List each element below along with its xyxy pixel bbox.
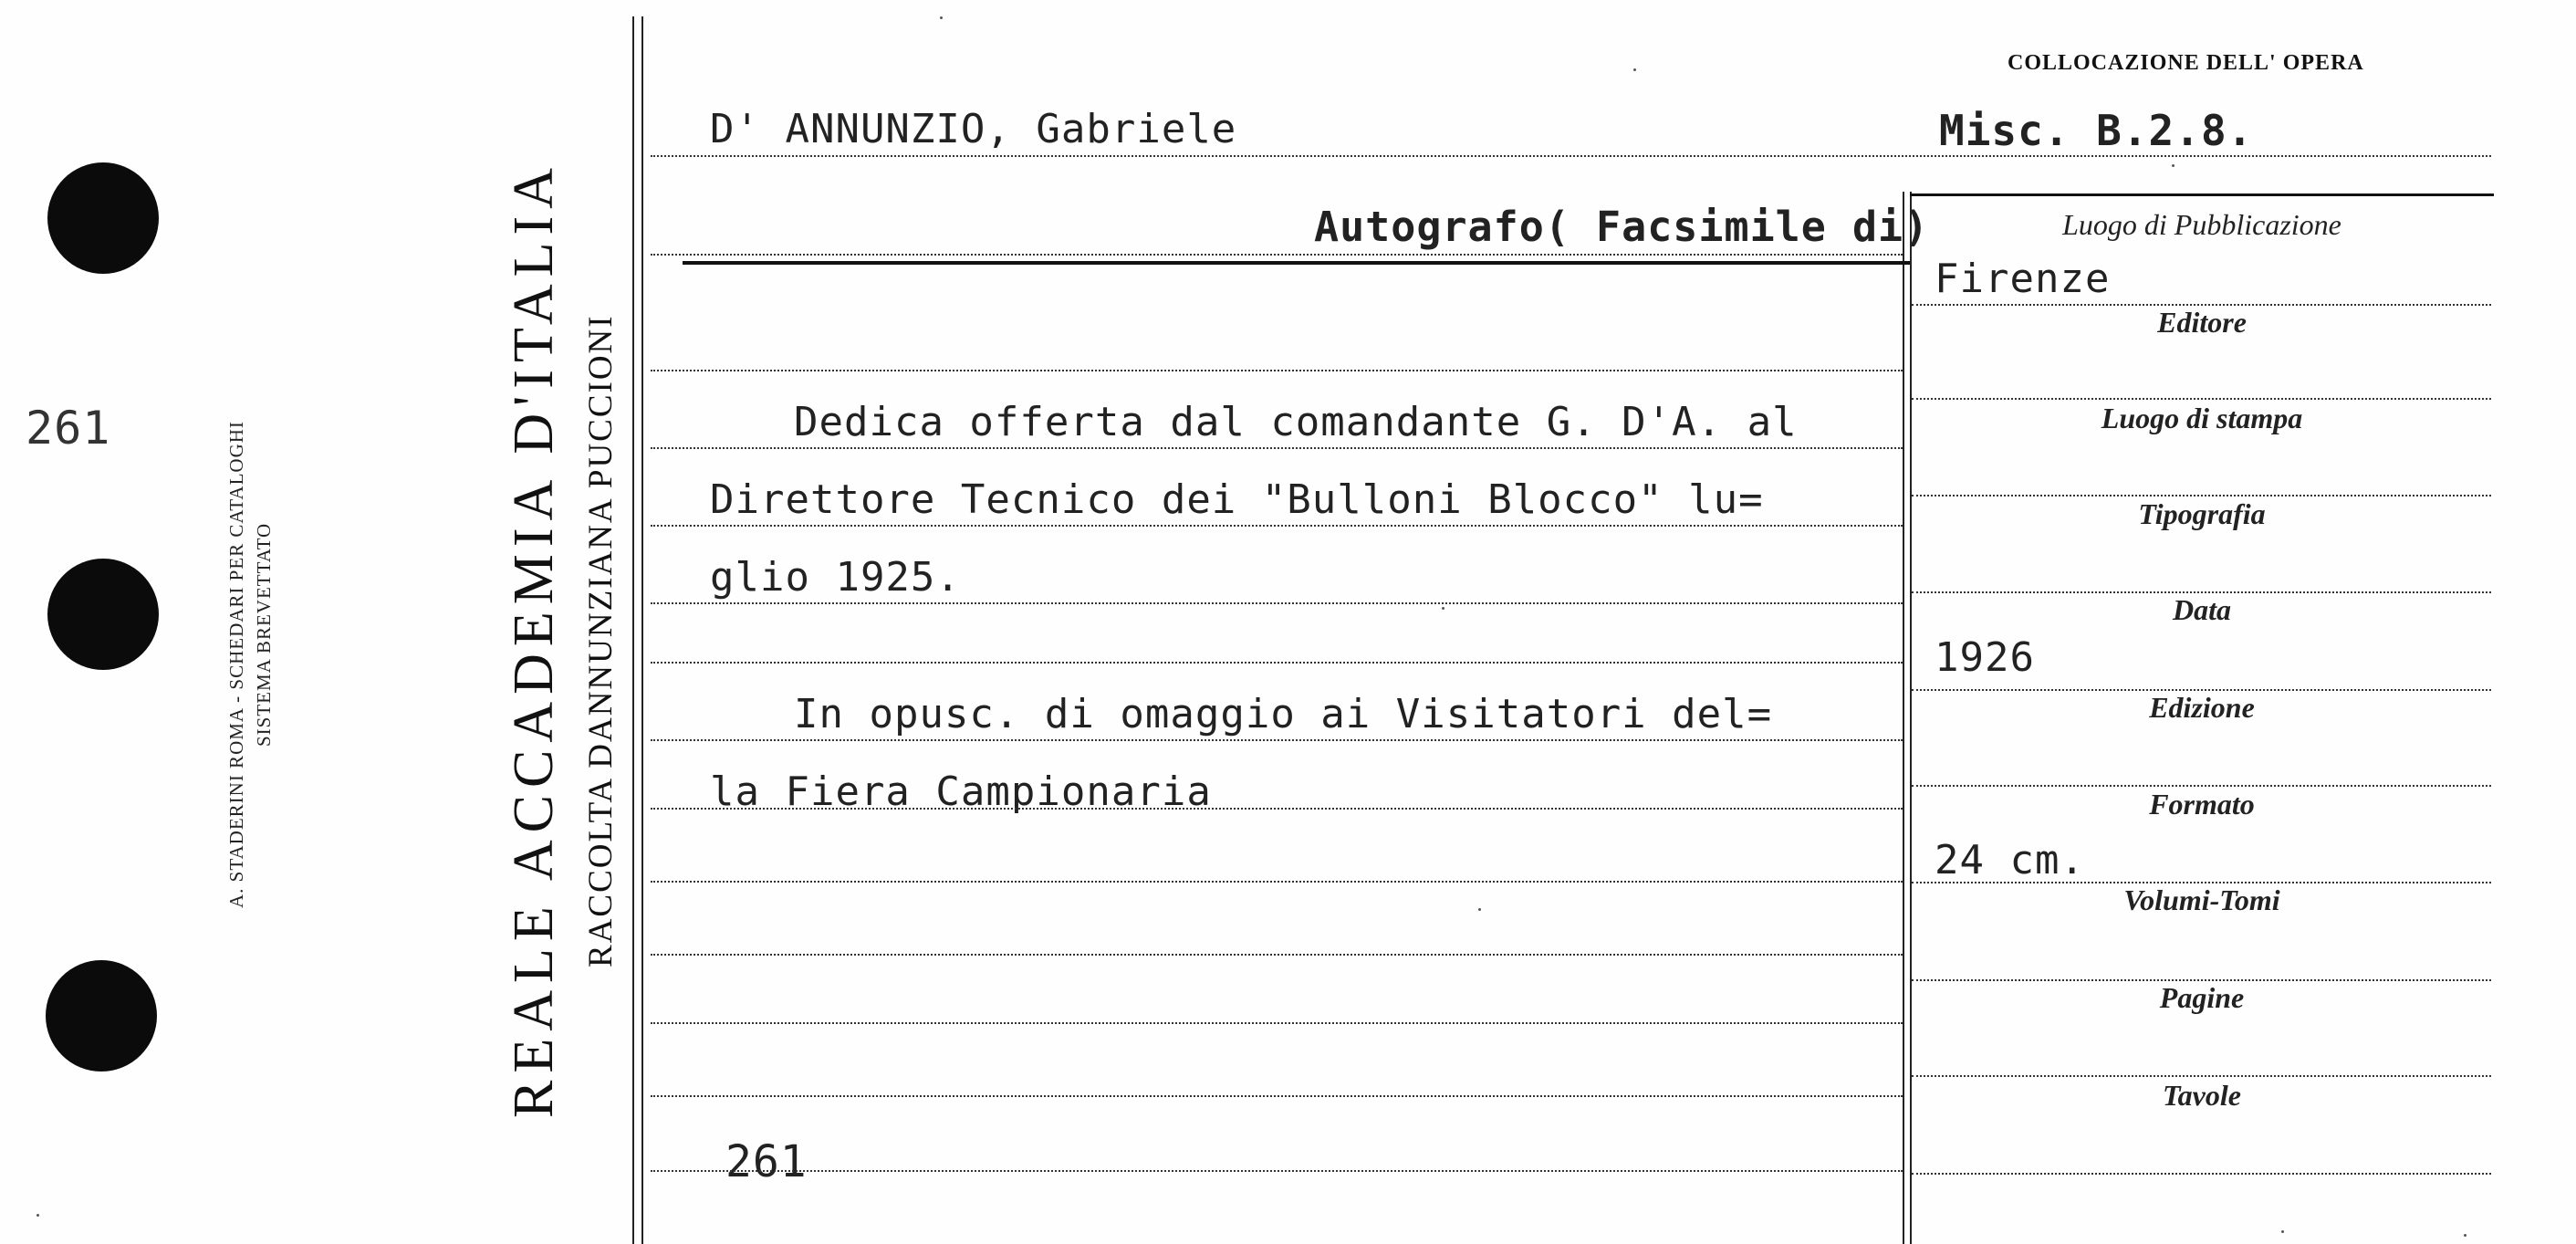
body-rule-5 — [651, 662, 1903, 664]
field-box-top — [1910, 193, 2494, 196]
shelfmark: Misc. B.2.8. — [1939, 106, 2254, 155]
margin-rule-left — [632, 16, 634, 1244]
rule-title-top — [651, 254, 1903, 256]
work-title: Autografo( Facsimile di) — [1314, 203, 1930, 251]
collocazione-label: COLLOCAZIONE DELL' OPERA — [2008, 51, 2364, 75]
body-rule-12 — [651, 1170, 1903, 1172]
maker-line-2: SISTEMA BREVETTATO — [253, 522, 275, 747]
maker-line-1: A. STADERINI ROMA - SCHEDARI PER CATALOGHI — [225, 421, 247, 908]
body-rule-3 — [651, 525, 1903, 527]
label-data: Data — [2173, 593, 2231, 626]
rule-author — [651, 155, 2491, 157]
field-rule-3 — [1912, 495, 2491, 497]
body-line-3: glio 1925. — [710, 554, 961, 601]
label-editore: Editore — [2157, 306, 2247, 339]
punch-hole-top — [47, 162, 159, 274]
body-rule-8 — [651, 881, 1903, 883]
label-formato: Formato — [2149, 788, 2255, 821]
punch-hole-bottom — [46, 960, 157, 1072]
body-rule-2 — [651, 447, 1903, 449]
body-rule-6 — [651, 739, 1903, 741]
scan-speck — [940, 16, 943, 19]
footer-number: 261 — [725, 1136, 808, 1187]
label-luogo-stampa: Luogo di stampa — [2101, 402, 2303, 434]
body-rule-9 — [651, 954, 1903, 956]
scan-speck — [2464, 1234, 2466, 1237]
body-rule-1 — [651, 370, 1903, 371]
label-edizione: Edizione — [2149, 691, 2255, 724]
scan-speck — [1478, 908, 1481, 911]
scan-speck — [1442, 607, 1444, 610]
body-rule-7 — [651, 808, 1903, 810]
institution-name: REALE ACCADEMIA D'ITALIA — [503, 161, 565, 1118]
label-tavole: Tavole — [2163, 1079, 2241, 1112]
collection-name: RACCOLTA DANNUNZIANA PUCCIONI — [582, 314, 620, 967]
body-line-2: Direttore Tecnico dei "Bulloni Blocco" lu= — [710, 476, 1764, 523]
field-rule-10 — [1912, 1173, 2491, 1175]
margin-rule-right — [641, 16, 643, 1244]
body-rule-4 — [651, 602, 1903, 604]
author-name: D' ANNUNZIO, Gabriele — [710, 106, 1237, 152]
field-rule-2 — [1912, 398, 2491, 400]
label-luogo-pubblicazione: Luogo di Pubblicazione — [2062, 208, 2341, 241]
value-formato: 24 cm. — [1935, 837, 2085, 883]
value-luogo-pubblicazione: Firenze — [1935, 256, 2111, 302]
body-rule-10 — [651, 1022, 1903, 1024]
scan-speck — [2281, 1230, 2284, 1233]
title-underline — [683, 261, 1910, 265]
body-line-5: la Fiera Campionaria — [710, 768, 1212, 815]
field-rule-9 — [1912, 1075, 2491, 1077]
card-number: 261 — [26, 402, 111, 455]
label-tipografia: Tipografia — [2138, 497, 2266, 530]
field-rule-6 — [1912, 785, 2491, 787]
scan-speck — [1633, 68, 1636, 71]
value-data: 1926 — [1935, 634, 2035, 681]
scan-speck — [37, 1214, 39, 1217]
body-line-4: In opusc. di omaggio ai Visitatori del= — [794, 691, 1773, 737]
label-volumi-tomi: Volumi-Tomi — [2123, 883, 2280, 916]
body-rule-11 — [651, 1095, 1903, 1097]
punch-hole-middle — [47, 559, 159, 670]
field-column-rule-left — [1903, 192, 1904, 1244]
scan-speck — [2172, 164, 2174, 167]
label-pagine: Pagine — [2159, 981, 2245, 1014]
body-line-1: Dedica offerta dal comandante G. D'A. al — [794, 399, 1798, 445]
